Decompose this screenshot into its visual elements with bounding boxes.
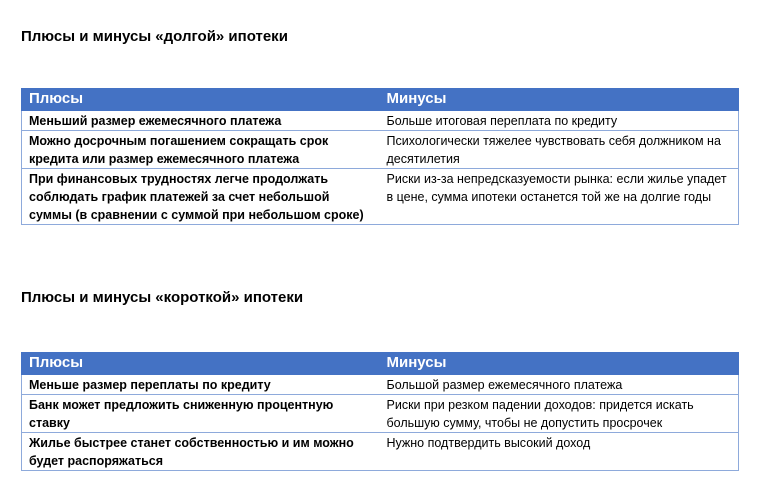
pro-cell: Жилье быстрее станет собственностью и им можно будет распоряжаться [22,433,380,471]
table-row [22,131,739,169]
pro-cell: Меньше размер переплаты по кредиту [22,375,380,395]
con-cell: Риски из-за непредсказуемости рынка: если жилье упадет в цене, сумма ипотеки останется той же на долгие годы [380,169,739,225]
table-header-row [22,88,739,111]
con-cell: Риски при резком падении доходов: придется искать большую сумму, чтобы не допустить просрочек [380,395,739,433]
short-mortgage-title: Плюсы и минусы «короткой» ипотеки [21,289,304,306]
pro-cell: Банк может предложить сниженную процентную ставку [22,395,380,433]
con-cell: Больше итоговая переплата по кредиту [380,111,739,131]
table-row [22,395,739,433]
table-header-row [22,352,739,375]
short-mortgage-table [21,352,739,471]
pro-cell: При финансовых трудностях легче продолжать соблюдать график платежей за счет небольшой суммы (в сравнении с суммой при небольшом сроке) [22,169,380,225]
con-cell: Психологически тяжелее чувствовать себя должником на десятилетия [380,131,739,169]
pro-cell: Меньший размер ежемесячного платежа [22,111,380,131]
long-mortgage-table [21,88,739,225]
con-cell: Нужно подтвердить высокий доход [380,433,739,471]
table-row [22,169,739,225]
table-row [22,111,739,131]
table-row [22,433,739,471]
pro-cell: Можно досрочным погашением сокращать срок кредита или размер ежемесячного платежа [22,131,380,169]
cons-header: Минусы [380,88,739,111]
table-row [22,375,739,395]
con-cell: Большой размер ежемесячного платежа [380,375,739,395]
long-mortgage-title: Плюсы и минусы «долгой» ипотеки [21,28,288,45]
cons-header: Минусы [380,352,739,375]
pros-header: Плюсы [22,352,380,375]
pros-header: Плюсы [22,88,380,111]
